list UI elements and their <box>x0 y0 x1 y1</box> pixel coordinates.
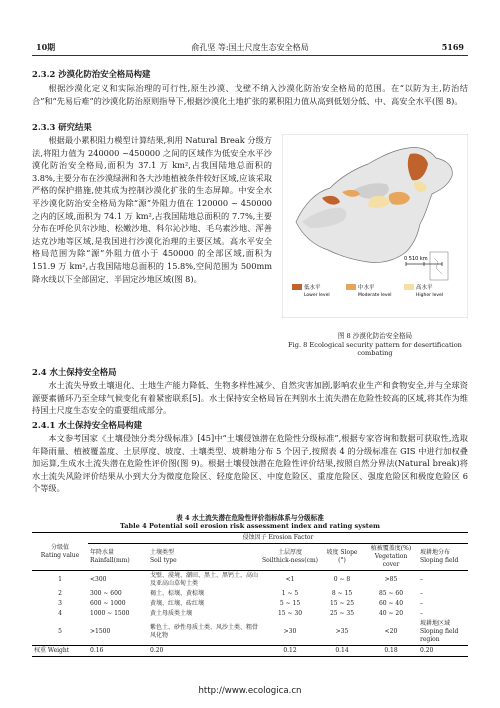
heading-2-3-2: 2.3.2 沙漠化防治安全格局构建 <box>32 69 151 79</box>
soil-type-cell: 黄土母质类土壤 <box>150 610 193 617</box>
soil-type-cell: 紫色土、砂性母质土类、风沙土类、粗骨风化物 <box>150 624 259 639</box>
rainfall-cell: 600 ~ 1000 <box>90 600 126 607</box>
legend-swatch-high <box>404 284 414 290</box>
thickness-cell: 5 ~ 15 <box>279 600 301 607</box>
col-slope-cn: 坡度 Slope <box>326 549 358 556</box>
legend-high-cn: 高水平 <box>416 285 433 291</box>
heading-2-4-1: 2.4.1 水土保持安全格局构建 <box>32 420 142 430</box>
table-row <box>32 609 468 619</box>
field-cell: – <box>420 600 423 607</box>
slope-cell: 0 ~ 8 <box>333 576 351 583</box>
col-thickness-en: Soilthick-ness(cm) <box>262 557 318 564</box>
table-4-caption-cn: 表 4 水土流失潜在危险性评价指标体系与分级标准 <box>176 514 324 522</box>
para-2-3-2: 根据沙漠化定义和实际治理的可行性,原生沙漠、戈壁不纳入沙漠化防治安全格局的范围。在“以防为主,防治结合”和“先易后难”的沙漠化防治原则指导下,根据沙漠化土地扩张的累积阻力值从高到低划分低、中、高安全水平(图 8)。 <box>32 83 468 106</box>
soil-type-cell: 褐土、棕壤、黄棕壤 <box>150 590 205 597</box>
erosion-factor-header: 侵蚀因子 Erosion Factor <box>88 533 468 544</box>
vegetation-cell: 60 ~ 40 <box>378 600 404 607</box>
thickness-cell: 15 ~ 30 <box>277 610 303 617</box>
legend-high-en: Higher level <box>416 293 444 298</box>
issue-number: 10期 <box>36 42 56 52</box>
col-soil-en: Soil type <box>150 557 177 564</box>
col-rainfall-en: Rainfall(mm) <box>90 557 130 564</box>
table-4-body <box>32 571 468 646</box>
rating-cell: 5 <box>58 628 62 635</box>
col-field-cn: 坡耕地分布 <box>420 549 451 556</box>
scale-bar-label: 0 510 km <box>404 256 428 262</box>
para-2-3-3: 根据最小累积阻力模型计算结果,利用 Natural Break 分级方法,将阻力值为 240000 ~450000 之间的区域作为低安全水平沙漠化防治安全格局,面积为 37.1 万 km²,占我国陆地总面积的 3.8%,主要分布在沙漠绿洲和各大沙地植被条件较好区域,应该采取严格的保护措施,使其成为控制沙漠化扩张的生态屏障。中安全水平沙漠化防治安全格局为除“源”外阻力值在 120000 ~ 450000 之内的区域,面积为 74.1 万 km²,占我国陆地总面积的 7.7%,主要分布在呼伦贝尔沙地、松嫩沙地、科尔沁沙地、毛乌素沙地、浑善达克沙地等区域,是我国进行沙漠化治理的主要区域。高水平安全格局范围为除“源”外阻力值小于 450000 的全部区域,面积为 151.9 万 km²,占我国陆地总面积的 15.8%,空间范围为 500mm 降水线以下全部固定、半固定沙地区域(图 8)。 <box>32 135 272 284</box>
weight-cell: 0.12 <box>283 647 297 654</box>
vegetation-cell: >85 <box>384 576 398 583</box>
rating-cell: 2 <box>58 590 62 597</box>
col-slope-en: (°) <box>338 557 346 564</box>
thickness-cell: 1 ~ 5 <box>281 590 299 597</box>
running-header <box>32 40 468 56</box>
slope-cell: 8 ~ 15 <box>331 590 353 597</box>
field-cell: 坡耕地区域 Sloping field region <box>420 620 459 643</box>
table-row <box>32 599 468 609</box>
rating-header-en: Rating value <box>40 551 80 559</box>
table-row <box>32 571 468 590</box>
legend-swatch-low <box>292 284 302 290</box>
running-title: 俞孔坚 等:国土尺度生态安全格局 <box>191 43 309 52</box>
rainfall-cell: <300 <box>90 576 107 583</box>
col-thickness-cn: 土层厚度 <box>277 549 302 556</box>
thickness-cell: >30 <box>283 628 297 635</box>
field-cell: – <box>420 610 423 617</box>
figure-8-map <box>282 134 468 318</box>
vegetation-cell: <20 <box>384 628 398 635</box>
thickness-cell: <1 <box>285 576 295 583</box>
vegetation-cell: 40 ~ 20 <box>378 610 404 617</box>
rainfall-cell: 1000 ~ 1500 <box>90 610 130 617</box>
weight-cell: 0.18 <box>384 647 398 654</box>
weight-row <box>32 646 468 657</box>
page-number: 5169 <box>441 42 464 52</box>
weight-label: 权重 Weight <box>34 647 70 654</box>
weight-cell: 0.16 <box>90 647 104 654</box>
slope-cell: 25 ~ 35 <box>329 610 355 617</box>
table-row <box>32 619 468 646</box>
col-vegetation-header <box>364 544 418 571</box>
col-rainfall-header <box>88 544 148 571</box>
col-field-en: Sloping field <box>420 557 459 564</box>
soil-type-cell: 戈壁、漠境、潮田、黑土、黑钙土、高山及亚高山草甸土类 <box>150 572 259 587</box>
slope-cell: >35 <box>335 628 349 635</box>
table-4 <box>32 532 468 657</box>
col-soil-header <box>148 544 260 571</box>
col-thickness-header <box>260 544 320 571</box>
rating-header <box>32 533 88 571</box>
rating-cell: 1 <box>58 576 62 583</box>
rating-cell: 4 <box>58 610 62 617</box>
legend-low-en: Lower level <box>304 293 330 298</box>
soil-type-cell: 黄壤、红壤、砖红壤 <box>150 600 205 607</box>
field-cell: – <box>420 576 423 583</box>
col-soil-cn: 土壤类型 <box>150 549 175 556</box>
col-field-header <box>418 544 468 571</box>
legend-mid-en: Moderate level <box>358 293 392 298</box>
figure-8-caption-en: Fig. 8 Ecological security pattern for desertification combating <box>288 341 462 357</box>
col-rainfall-cn: 年降水量 <box>90 549 115 556</box>
col-vegetation-cn: 植被覆盖度(%) <box>370 545 412 552</box>
desertification-map <box>282 134 468 318</box>
legend-mid-cn: 中水平 <box>358 285 375 291</box>
heading-2-4: 2.4 水土保持安全格局 <box>32 367 117 377</box>
weight-cell: 0.14 <box>335 647 349 654</box>
para-2-4-1: 本文参考国家《土壤侵蚀分类分级标准》[45]中“土壤侵蚀潜在危险性分级标准”,根据专家咨询和数据可获取性,选取年降雨量、植被覆盖度、土层厚度、坡度、土壤类型、坡耕地分布 5 个因子,按照表 4 的分级标准在 GIS 中进行加权叠加运算,生成水土流失潜在危险性评价图(图 9)。根据土壤侵蚀潜在危险性评价结果,按照自然分界法(Natural break)将水土流失风险评价结果从小到大分为微度危险区、轻度危险区、中度危险区、重度危险区、强度危险区和极度危险区 6 个等级。 <box>32 433 468 494</box>
heading-2-3-3: 2.3.3 研究结果 <box>32 122 92 132</box>
figure-8-caption-cn: 图 8 沙漠化防治安全格局 <box>337 332 413 340</box>
weight-cell: 0.20 <box>150 647 164 654</box>
legend-low-cn: 低水平 <box>304 285 321 291</box>
field-cell: – <box>420 590 423 597</box>
slope-cell: 15 ~ 25 <box>329 600 355 607</box>
footer-url: http://www.ecologica.cn <box>198 686 302 696</box>
table-row <box>32 589 468 599</box>
table-4-caption-en: Table 4 Potential soil erosion risk assessment index and rating system <box>119 522 380 530</box>
col-vegetation-en: Vegetation cover <box>374 553 408 568</box>
col-slope-header <box>320 544 364 571</box>
legend-swatch-mid <box>346 284 356 290</box>
para-2-4: 水土流失导致土壤退化、土地生产能力降低、生物多样性减少、自然灾害加剧,影响农业生产和食物安全,并与全球资源要素循环乃至全球气候变化有着紧密联系[5]。水土保持安全格局旨在判别水土流失潜在危险性较高的区域,将其作为维持国土尺度生态安全的重要组成部分。 <box>32 380 468 416</box>
rating-header-cn: 分级值 <box>50 543 69 551</box>
rainfall-cell: >1500 <box>90 628 111 635</box>
rating-cell: 3 <box>58 600 62 607</box>
rainfall-cell: 300 ~ 600 <box>90 590 122 597</box>
weight-cell: 0.20 <box>420 647 434 654</box>
vegetation-cell: 85 ~ 60 <box>378 590 404 597</box>
